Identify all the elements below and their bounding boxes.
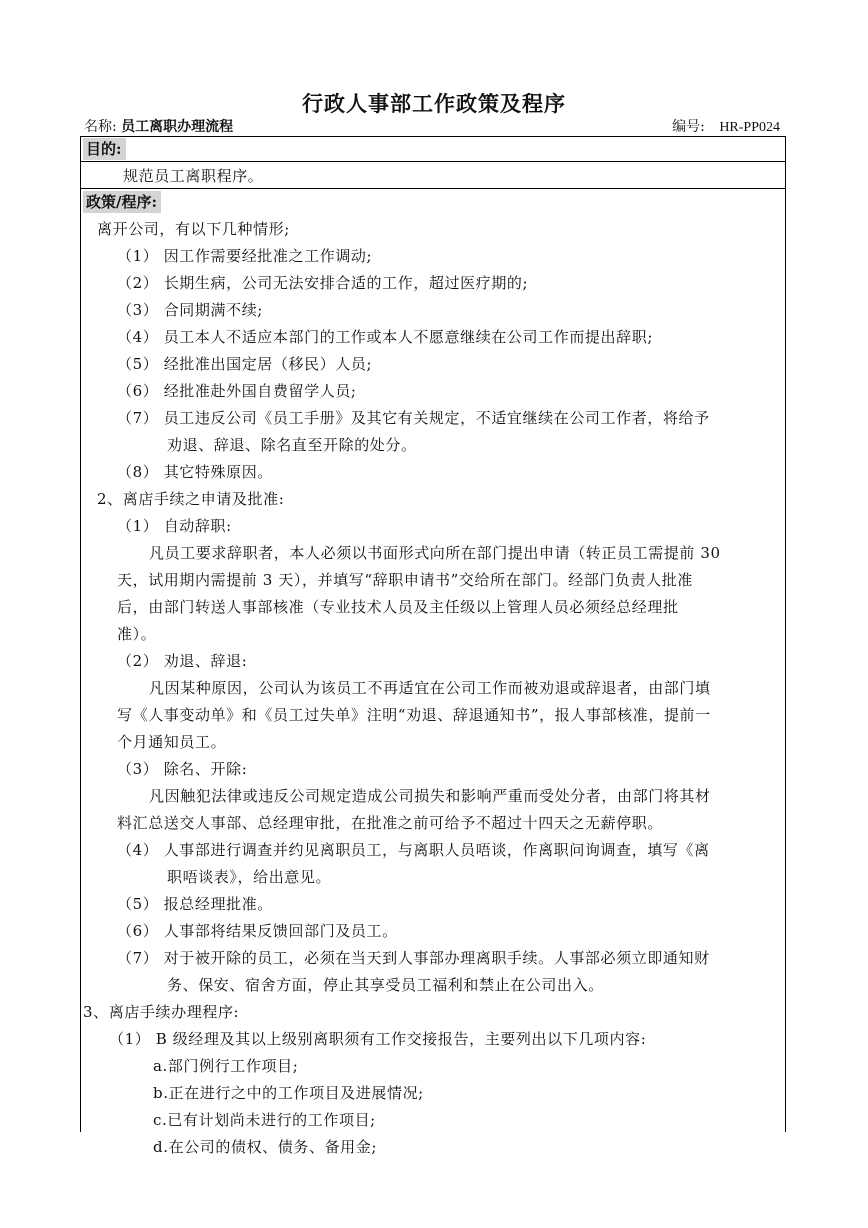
name-label: 名称:	[84, 119, 117, 135]
policy-line: a.部门例行工作项目;	[153, 1057, 299, 1075]
code-label: 编号:	[672, 119, 705, 135]
policy-line: 写《人事变动单》和《员工过失单》注明“劝退、辞退通知书”，报人事部核准，提前一	[117, 706, 711, 724]
policy-line: 凡因某种原因，公司认为该员工不再适宜在公司工作而被劝退或辞退者，由部门填	[149, 679, 711, 697]
policy-line: 个月通知员工。	[117, 733, 227, 751]
policy-line: （6） 经批准赴外国自费留学人员;	[117, 382, 357, 400]
policy-line: （7） 员工违反公司《员工手册》及其它有关规定，不适宜继续在公司工作者，将给予	[117, 409, 710, 427]
policy-line: （2） 长期生病，公司无法安排合适的工作，超过医疗期的;	[117, 274, 529, 292]
policy-line: 务、保安、宿舍方面，停止其享受员工福利和禁止在公司出入。	[167, 976, 604, 994]
name-value: 员工离职办理流程	[121, 119, 234, 135]
document-title: 行政人事部工作政策及程序	[302, 91, 566, 116]
policy-line: （1） 因工作需要经批准之工作调动;	[117, 247, 373, 265]
policy-line: 2、离店手续之申请及批准:	[97, 490, 285, 508]
policy-line: （8） 其它特殊原因。	[117, 463, 273, 481]
policy-line: 离开公司，有以下几种情形;	[97, 220, 290, 238]
policy-line: （1） B 级经理及其以上级别离职须有工作交接报告，主要列出以下几项内容:	[109, 1030, 647, 1048]
policy-line: 3、离店手续办理程序:	[83, 1003, 240, 1021]
policy-line: b.正在进行之中的工作项目及进展情况;	[153, 1084, 424, 1102]
policy-line: （6） 人事部将结果反馈回部门及员工。	[117, 922, 398, 940]
document-body	[80, 136, 786, 1156]
policy-line: （2） 劝退、辞退:	[117, 652, 248, 670]
policy-line: 料汇总送交人事部、总经理审批，在批准之前可给予不超过十四天之无薪停职。	[117, 814, 664, 832]
policy-line: （4） 人事部进行调查并约见离职员工，与离职人员唔谈，作离职问询调查，填写《离	[117, 841, 710, 859]
divider	[81, 161, 785, 162]
policy-line: 后，由部门转送人事部核准（专业技术人员及主任级以上管理人员必须经总经理批	[117, 598, 679, 616]
policy-line: （7） 对于被开除的员工，必须在当天到人事部办理离职手续。人事部必须立即通知财	[117, 949, 710, 967]
policy-line: d.在公司的债权、债务、备用金;	[153, 1138, 378, 1156]
document-name	[84, 116, 233, 136]
document-code	[672, 116, 780, 136]
purpose-text: 规范员工离职程序。	[123, 167, 264, 185]
policy-line: （4） 员工本人不适应本部门的工作或本人不愿意继续在公司工作而提出辞职;	[117, 328, 653, 346]
purpose-heading: 目的:	[83, 138, 126, 160]
policy-line: c.已有计划尚未进行的工作项目;	[153, 1111, 376, 1129]
policy-heading: 政策/程序:	[83, 191, 161, 213]
policy-line: 准）。	[117, 625, 157, 643]
code-value: HR-PP024	[719, 120, 780, 135]
policy-line: 凡员工要求辞职者，本人必须以书面形式向所在部门提出申请（转正员工需提前 30	[149, 544, 721, 562]
divider	[81, 188, 785, 189]
policy-line: （3） 除名、开除:	[117, 760, 248, 778]
policy-line: 劝退、辞退、除名直至开除的处分。	[167, 436, 417, 454]
policy-line: 凡因触犯法律或违反公司规定造成公司损失和影响严重而受处分者，由部门将其材	[149, 787, 711, 805]
policy-line: 天，试用期内需提前 3 天），并填写“辞职申请书”交给所在部门。经部门负责人批准	[117, 571, 693, 589]
policy-line: （5） 经批准出国定居（移民）人员;	[117, 355, 373, 373]
policy-line: 职唔谈表》，给出意见。	[167, 868, 332, 886]
policy-line: （5） 报总经理批准。	[117, 895, 273, 913]
policy-line: （3） 合同期满不续;	[117, 301, 263, 319]
policy-line: （1） 自动辞职:	[117, 517, 232, 535]
